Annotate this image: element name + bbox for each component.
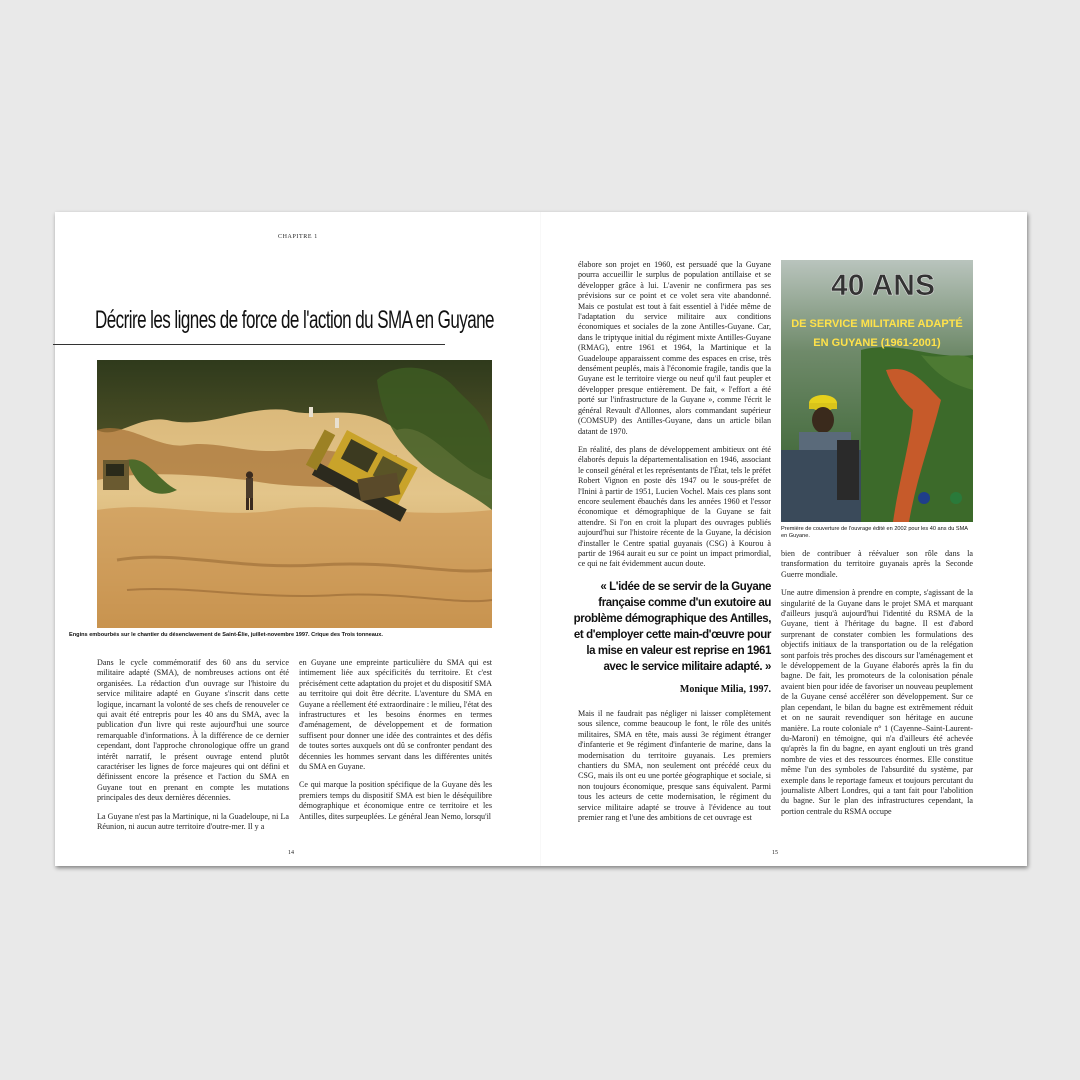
cover-subtitle-2: EN GUYANE (1961-2001) [813,337,941,349]
quote-author: Monique Milia, 1997. [679,684,771,695]
cover-caption: Première de couverture de l'ouvrage édité en 2002 pour les 40 ans du SMA en Guyane. [781,526,968,539]
chapter-label: CHAPITRE 1 [278,234,318,240]
paragraph: en Guyane une empreinte particulière du SMA qui est intimement liée aux spécificités du territoire. Et c'est précisément cette adaptation du projet et du dispositif SMA au territoire qui doit être décrite. L'aventure du SMA en Guyane a réellement été extraordinaire : le milieu, l'état des infrastructures et les besoins énormes en termes d'aménagement, de développement et de formation suffisent pour donner une idée des contraintes et des défis de toutes sortes auxquels ont dû se confronter pendant des décennies les hommes servant dans les différentes unités du SMA en Guyane. [299,658,492,772]
right-page-column-1-top [578,260,771,572]
page-number-left: 14 [288,850,294,856]
left-page-column-2 [299,658,492,848]
paragraph: Dans le cycle commémoratif des 60 ans du service militaire adapté (SMA), de nombreuses actions ont été organisées. La rédaction d'un ouvrage sur l'histoire du service militaire adapté en Guyane s'inscrit dans cette logique, incarnant la volonté de ses chefs de renouveler ce qui avait été entrepris pour les 40 ans du SMA, avec la publication d'un livre qui reste aujourd'hui une source remarquable d'informations. À la différence de ce dernier cependant, dont l'approche chronologique offre un grand intérêt narratif, le présent ouvrage entend plutôt caractériser les lignes de force majeures qui ont défini et définissent encore la présence et l'action du SMA en Guyane tout en prenant en compte les mutations principales des deux dernières décennies. [97,658,289,803]
bulldozer-photo-illustration [97,360,492,628]
paragraph: élabore son projet en 1960, est persuadé que la Guyane pourra accueillir le surplus de population antillaise et se développer grâce à lui. L'avenir ne confirmera pas ses prévisions sur ce point et ce volet sera vite abandonné. Mais ce postulat est tout à fait essentiel à l'idée même de l'adaptation du service militaire aux conditions économiques et sociales de la zone Antilles-Guyane. Car, dans le triptyque initial du régiment mixte Antilles-Guyane (RMAG), entre 1961 et 1964, la Martinique et la Guadeloupe apparaissent comme des espaces en crise, très densément peuplés, mais à l'économie fragile, tandis que la Guyane est le territoire vierge ou neuf qu'il faut peupler et développer presque entièrement. De fait, « l'effort a été porté sur l'infrastructure de la Guyane », comme l'écrit le général Revault d'Allonnes, alors commandant supérieur (COMSUP) des Antilles-Guyane, dans un article bilan datant de 1970. [578,260,771,436]
paragraph: Ce qui marque la position spécifique de la Guyane dès les premiers temps du dispositif SMA est bien le déséquilibre démographique et économique entre ce territoire et les Antilles, dites surpeuplées. Le général Jean Nemo, lorsqu'il [299,780,492,821]
paragraph: La Guyane n'est pas la Martinique, ni la Guadeloupe, ni La Réunion, ni aucun autre territoire d'outre-mer. Il y a [97,811,289,832]
bulldozer-photo [97,360,492,628]
cover-big-title: 40 ANS [831,269,935,302]
book-cover-illustration [781,260,973,522]
title-rule [53,344,445,345]
page-gutter [540,212,541,866]
right-page-column-1-bottom [578,709,771,849]
cover-subtitle-1: DE SERVICE MILITAIRE ADAPTÉ [791,318,963,330]
paragraph: Une autre dimension à prendre en compte, s'agissant de la singularité de la Guyane dans le projet SMA et marquant d'ailleurs jusqu'à aujourd'hui l'identité du RSMA de la Guyane, tient à l'héritage du bagne. Il est d'abord surprenant de constater combien les formulations des objectifs initiaux de la transportation ou de la relégation sont parfois très proches des discours sur l'aménagement et le développement de la Guyane élaborés après la fin du bagne. De fait, les promoteurs de la colonisation pénale avaient bien pour idée de favoriser un nouveau peuplement de la Guyane censé accélérer son développement. Sur ce plan cependant, le bilan du bagne est extrêmement réduit et on ne saurait revendiquer son héritage en aucune manière. La route coloniale n° 1 (Cayenne–Saint-Laurent-du-Maroni) en témoigne, qui n'a d'ailleurs été achevée qu'après la fin du bagne, en ayant englouti un très grand nombre de vies et des ressources énormes. Elle constitue même l'un des symboles de l'absurdité du système, par exemple dans le reportage fameux et toujours percutant du journaliste Albert Londres, qui a tant fait pour l'abolition du bagne. Sur le plan des infrastructures cependant, la portion centrale du RSMA occupe [781,588,973,816]
book-cover-image [781,260,973,522]
pull-quote: « L'idée de se servir de la Guyane française comme d'un exutoire au problème démographique des Antilles, et d'employer cette main-d'œuvre pour la mise en valeur est reprise en 1961 avec le service militaire adapté. » [573,581,771,673]
page-number-right: 15 [772,850,778,856]
paragraph: bien de contribuer à réévaluer son rôle dans la transformation du territoire guyanais après la Seconde Guerre mondiale. [781,549,973,579]
paragraph: En réalité, des plans de développement ambitieux ont été élaborés depuis la départementalisation en 1946, associant le conseil général et les représentants de l'État, tels le préfet Robert Vignon en poste dès 1947 ou le sous-préfet de l'Inini à partir de 1951, Lucien Vochel. Mais ces plans sont encore seulement ébauchés dans les années 1960 et l'essor économique et démographique de la Guyane se fait attendre. Si l'on en croit la plupart des ouvrages publiés aujourd'hui sur l'histoire récente de la Guyane, la décision d'installer le Centre spatial guyanais (CSG) à Kourou à partir de 1964 aurait eu sur ce point un impact primordial, ce qui ne fait évidemment aucun doute. [578,444,771,569]
book-spread [55,212,1027,866]
article-title: Décrire les lignes de force de l'action du SMA en Guyane [95,306,494,334]
right-page-column-2 [781,549,973,849]
paragraph: Mais il ne faudrait pas négliger ni laisser complètement sous silence, comme beaucoup le font, le rôle des unités militaires, SMA en tête, mais aussi 3e régiment étranger d'infanterie et 9e régiment d'infanterie de marine, dans la modernisation du territoire guyanais. Les premiers chantiers du SMA, non seulement ont précédé ceux du CSG, mais ils ont eu une portée géographique et sociale, si non toujours économique, presque sans équivalent. Parmi tous les acteurs de cette modernisation, le régiment du service militaire adapté se trouve à l'évidence au tout premier rang et l'une des ambitions de cet ouvrage est [578,709,771,823]
photo-caption: Engins embourbés sur le chantier du désenclavement de Saint-Élie, juillet-novembre 1997. Crique des Trois tonneaux. [69,632,383,638]
left-page-column-1 [97,658,289,848]
